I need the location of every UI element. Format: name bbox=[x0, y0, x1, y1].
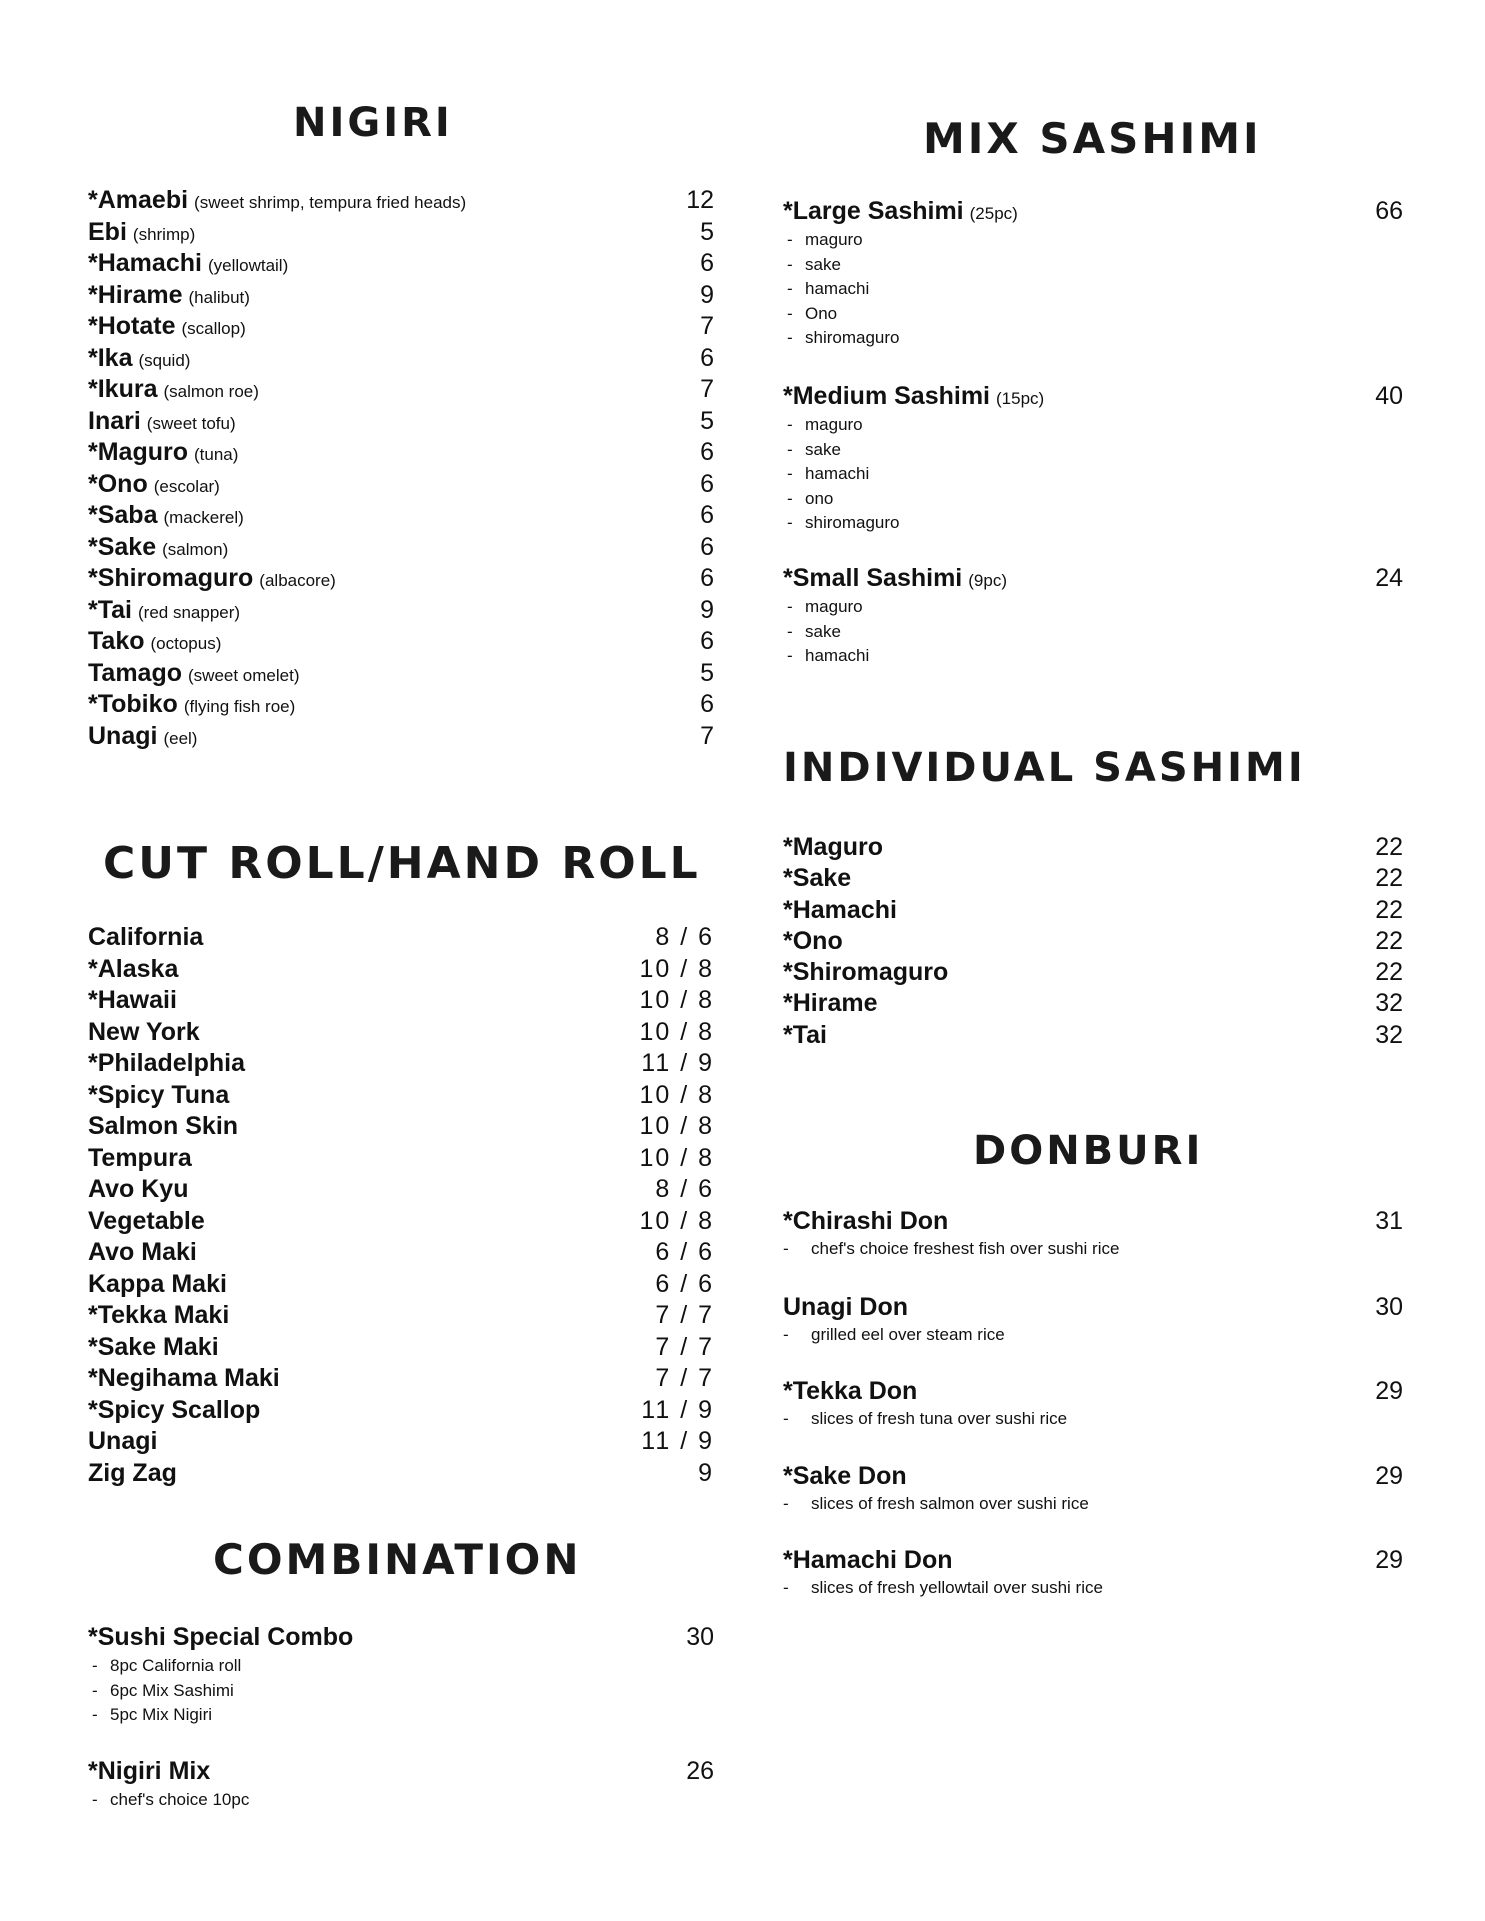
item-price: 10 / 8 bbox=[639, 986, 714, 1014]
cut-roll-title: CUT ROLL/HAND ROLL bbox=[103, 838, 701, 889]
combination-title: COMBINATION bbox=[213, 1535, 582, 1584]
item-price: 12 bbox=[686, 186, 714, 214]
item-price: 6 bbox=[700, 438, 714, 466]
item-desc: (octopus) bbox=[150, 634, 222, 653]
item-note: - slices of fresh salmon over sushi rice bbox=[783, 1494, 1089, 1513]
item-name: *Negihama Maki bbox=[88, 1364, 280, 1392]
item-name: *Sake Don bbox=[783, 1462, 907, 1490]
mix-sashimi-item bbox=[783, 382, 1403, 536]
item-price: 10 / 8 bbox=[639, 954, 714, 983]
list-item bbox=[783, 832, 1403, 863]
item-price: 5 bbox=[700, 217, 714, 246]
list-item bbox=[88, 1363, 714, 1395]
donburi-item bbox=[783, 1207, 1403, 1262]
item-name: *Tekka Don bbox=[783, 1377, 918, 1405]
list-item bbox=[88, 406, 714, 438]
donburi-item bbox=[783, 1377, 1403, 1432]
list-item bbox=[88, 1111, 714, 1143]
item-desc: (red snapper) bbox=[138, 602, 241, 622]
individual-sashimi-list bbox=[783, 832, 1403, 1051]
item-name: Unagi bbox=[88, 1427, 158, 1455]
item-price: 11 / 9 bbox=[641, 1427, 714, 1455]
item-price: 22 bbox=[1375, 833, 1403, 861]
item-price: 9 bbox=[700, 595, 714, 624]
list-item bbox=[88, 311, 714, 343]
sub-item: - hamachi bbox=[787, 646, 870, 665]
list-item bbox=[88, 1206, 714, 1238]
item-name: *Chirashi Don bbox=[783, 1207, 949, 1235]
item-price: 11 / 9 bbox=[641, 1395, 714, 1424]
item-price: 11 / 9 bbox=[641, 1049, 714, 1077]
sub-item: - Ono bbox=[787, 303, 838, 323]
nigiri-title: NIGIRI bbox=[293, 100, 453, 146]
list-item bbox=[783, 957, 1403, 988]
item-price: 22 bbox=[1375, 864, 1403, 893]
item-desc: (albacore) bbox=[259, 571, 336, 590]
item-name: *Small Sashimi bbox=[783, 564, 963, 592]
item-name: *Hamachi Don bbox=[783, 1546, 953, 1574]
item-name: Kappa Maki bbox=[88, 1269, 227, 1298]
item-desc: (15pc) bbox=[996, 389, 1045, 408]
item-desc: (tuna) bbox=[194, 445, 239, 464]
item-desc: (salmon roe) bbox=[163, 382, 259, 401]
item-name: *Hirame bbox=[783, 989, 878, 1018]
item-price: 26 bbox=[686, 1757, 714, 1785]
item-desc: (shrimp) bbox=[132, 224, 196, 244]
item-price: 7 / 7 bbox=[655, 1364, 714, 1392]
item-desc: (eel) bbox=[163, 728, 198, 748]
item-desc: (flying fish roe) bbox=[183, 697, 296, 716]
item-name: Zig Zag bbox=[88, 1458, 177, 1487]
sub-item: - maguro bbox=[787, 415, 863, 434]
item-name: *Tai bbox=[783, 1020, 827, 1049]
sub-item: - 6pc Mix Sashimi bbox=[92, 1680, 234, 1700]
list-item bbox=[88, 437, 714, 469]
list-item bbox=[88, 721, 714, 753]
list-item bbox=[88, 1017, 714, 1049]
list-item bbox=[88, 374, 714, 406]
item-price: 7 / 7 bbox=[655, 1332, 714, 1361]
list-item bbox=[88, 1174, 714, 1206]
cut-roll-list bbox=[88, 922, 714, 1489]
list-item bbox=[783, 1020, 1403, 1051]
list-item bbox=[88, 922, 714, 954]
donburi-item bbox=[783, 1546, 1403, 1601]
item-name: California bbox=[88, 923, 204, 951]
item-name: *Amaebi bbox=[88, 186, 189, 214]
item-name: *Ikura bbox=[88, 375, 158, 403]
item-desc: (9pc) bbox=[968, 571, 1007, 590]
item-price: 6 bbox=[700, 469, 714, 498]
item-price: 6 bbox=[700, 690, 714, 718]
item-price: 30 bbox=[686, 1623, 714, 1651]
item-name: *Hotate bbox=[88, 312, 176, 340]
sub-item: - 8pc California roll bbox=[92, 1656, 242, 1675]
item-name: Inari bbox=[88, 406, 141, 435]
item-price: 66 bbox=[1375, 197, 1403, 225]
mix-sashimi-item bbox=[783, 564, 1403, 669]
list-item bbox=[88, 217, 714, 249]
sub-item: - chef's choice 10pc bbox=[92, 1790, 250, 1809]
item-desc: (yellowtail) bbox=[207, 256, 289, 275]
list-item bbox=[88, 1269, 714, 1301]
item-name: *Spicy Tuna bbox=[88, 1080, 230, 1109]
sub-item: - ono bbox=[787, 488, 834, 508]
item-desc: (halibut) bbox=[188, 287, 250, 307]
item-desc: (salmon) bbox=[162, 539, 229, 559]
list-item bbox=[88, 185, 714, 217]
item-name: Tempura bbox=[88, 1143, 192, 1172]
list-item bbox=[88, 248, 714, 280]
item-name: Avo Maki bbox=[88, 1238, 197, 1266]
combo-item bbox=[88, 1757, 714, 1813]
item-name: *Maguro bbox=[783, 833, 883, 861]
item-name: *Sake bbox=[88, 532, 157, 561]
donburi-item bbox=[783, 1293, 1403, 1348]
item-name: *Sake bbox=[783, 864, 852, 893]
sub-item: - shiromaguro bbox=[787, 513, 900, 532]
item-note: - grilled eel over steam rice bbox=[783, 1325, 1005, 1344]
item-price: 6 bbox=[700, 501, 714, 529]
list-item bbox=[88, 280, 714, 312]
item-name: *Ono bbox=[783, 926, 843, 955]
item-name: *Hawaii bbox=[88, 986, 177, 1014]
item-price: 9 bbox=[698, 1458, 714, 1487]
item-name: Avo Kyu bbox=[88, 1175, 189, 1203]
item-price: 22 bbox=[1375, 895, 1403, 924]
item-name: *Shiromaguro bbox=[88, 564, 254, 592]
item-desc: (sweet tofu) bbox=[146, 413, 236, 433]
item-price: 5 bbox=[700, 406, 714, 435]
item-price: 8 / 6 bbox=[655, 1175, 714, 1203]
item-name: *Sushi Special Combo bbox=[88, 1623, 354, 1651]
sub-item: - sake bbox=[787, 621, 841, 641]
item-name: *Spicy Scallop bbox=[88, 1395, 261, 1424]
item-desc: (25pc) bbox=[969, 204, 1018, 223]
item-price: 40 bbox=[1375, 382, 1403, 410]
item-name: *Tai bbox=[88, 595, 132, 624]
item-price: 6 bbox=[700, 249, 714, 277]
item-desc: (escolar) bbox=[153, 476, 220, 496]
item-name: Unagi bbox=[88, 721, 158, 750]
item-price: 6 bbox=[700, 343, 714, 372]
item-price: 29 bbox=[1375, 1546, 1403, 1574]
item-desc: (scallop) bbox=[181, 319, 246, 338]
item-desc: (sweet shrimp, tempura fried heads) bbox=[194, 193, 467, 212]
item-price: 6 bbox=[700, 627, 714, 655]
item-name: *Large Sashimi bbox=[783, 197, 964, 225]
item-price: 10 / 8 bbox=[639, 1143, 714, 1172]
item-price: 24 bbox=[1375, 564, 1403, 592]
list-item bbox=[88, 1237, 714, 1269]
sub-item: - sake bbox=[787, 439, 841, 459]
combo-item bbox=[88, 1623, 714, 1728]
individual-sashimi-title: INDIVIDUAL SASHIMI bbox=[783, 745, 1306, 791]
item-name: Vegetable bbox=[88, 1206, 205, 1235]
item-name: *Saba bbox=[88, 501, 158, 529]
item-price: 30 bbox=[1375, 1293, 1403, 1321]
item-price: 32 bbox=[1375, 989, 1403, 1018]
item-desc: (mackerel) bbox=[163, 508, 244, 527]
item-price: 6 bbox=[700, 532, 714, 561]
item-name: *Tobiko bbox=[88, 690, 178, 718]
item-price: 10 / 8 bbox=[639, 1080, 714, 1109]
list-item bbox=[88, 1426, 714, 1458]
list-item bbox=[88, 1080, 714, 1112]
item-price: 8 / 6 bbox=[655, 923, 714, 951]
list-item bbox=[783, 895, 1403, 926]
item-name: *Maguro bbox=[88, 438, 188, 466]
list-item bbox=[783, 988, 1403, 1019]
item-price: 7 bbox=[700, 312, 714, 340]
sub-item: - shiromaguro bbox=[787, 328, 900, 347]
mix-sashimi-item bbox=[783, 197, 1403, 351]
sub-item: - maguro bbox=[787, 230, 863, 249]
list-item bbox=[88, 563, 714, 595]
item-name: *Shiromaguro bbox=[783, 958, 949, 987]
list-item bbox=[88, 532, 714, 564]
list-item bbox=[88, 1395, 714, 1427]
nigiri-list bbox=[88, 185, 714, 752]
item-price: 22 bbox=[1375, 958, 1403, 987]
item-price: 31 bbox=[1375, 1207, 1403, 1235]
item-name: Tako bbox=[88, 627, 145, 655]
item-note: - slices of fresh tuna over sushi rice bbox=[783, 1409, 1068, 1428]
item-price: 22 bbox=[1375, 926, 1403, 955]
item-price: 10 / 8 bbox=[639, 1206, 714, 1235]
list-item bbox=[783, 863, 1403, 894]
item-price: 32 bbox=[1375, 1020, 1403, 1049]
donburi-title: DONBURI bbox=[973, 1128, 1204, 1174]
item-name: *Hamachi bbox=[88, 249, 202, 277]
item-price: 10 / 8 bbox=[639, 1112, 714, 1140]
list-item bbox=[88, 500, 714, 532]
item-name: *Medium Sashimi bbox=[783, 382, 990, 410]
item-price: 7 bbox=[700, 721, 714, 750]
item-price: 9 bbox=[700, 280, 714, 309]
list-item bbox=[88, 689, 714, 721]
sub-item: - hamachi bbox=[787, 279, 870, 298]
list-item bbox=[783, 926, 1403, 957]
item-price: 10 / 8 bbox=[639, 1017, 714, 1046]
item-name: Tamago bbox=[88, 658, 182, 687]
list-item bbox=[88, 1332, 714, 1364]
item-name: *Philadelphia bbox=[88, 1049, 245, 1077]
item-desc: (sweet omelet) bbox=[188, 665, 300, 685]
item-price: 5 bbox=[700, 658, 714, 687]
item-name: Unagi Don bbox=[783, 1293, 908, 1321]
list-item bbox=[88, 1048, 714, 1080]
sub-item: - maguro bbox=[787, 597, 863, 616]
item-name: *Alaska bbox=[88, 954, 179, 983]
item-name: *Ono bbox=[88, 469, 148, 498]
item-price: 6 / 6 bbox=[655, 1238, 714, 1266]
list-item bbox=[88, 1458, 714, 1490]
list-item bbox=[88, 985, 714, 1017]
item-price: 6 / 6 bbox=[655, 1269, 714, 1298]
item-desc: (squid) bbox=[138, 350, 191, 370]
item-name: *Tekka Maki bbox=[88, 1301, 230, 1329]
mix-sashimi-title: MIX SASHIMI bbox=[923, 114, 1262, 163]
item-name: *Sake Maki bbox=[88, 1332, 219, 1361]
item-name: *Nigiri Mix bbox=[88, 1757, 211, 1785]
donburi-item bbox=[783, 1462, 1403, 1517]
item-name: *Ika bbox=[88, 343, 133, 372]
item-note: - slices of fresh yellowtail over sushi rice bbox=[783, 1578, 1103, 1597]
item-name: Ebi bbox=[88, 217, 127, 246]
list-item bbox=[88, 469, 714, 501]
item-name: *Hirame bbox=[88, 280, 183, 309]
list-item bbox=[88, 954, 714, 986]
list-item bbox=[88, 343, 714, 375]
item-price: 29 bbox=[1375, 1377, 1403, 1405]
item-name: Salmon Skin bbox=[88, 1112, 239, 1140]
sub-item: - 5pc Mix Nigiri bbox=[92, 1705, 213, 1724]
sub-item: - hamachi bbox=[787, 464, 870, 483]
item-price: 7 bbox=[700, 375, 714, 403]
list-item bbox=[88, 1143, 714, 1175]
list-item bbox=[88, 595, 714, 627]
item-price: 6 bbox=[700, 564, 714, 592]
item-price: 7 / 7 bbox=[655, 1301, 714, 1329]
item-name: *Hamachi bbox=[783, 895, 897, 924]
list-item bbox=[88, 658, 714, 690]
list-item bbox=[88, 626, 714, 658]
item-price: 29 bbox=[1375, 1462, 1403, 1490]
item-name: New York bbox=[88, 1017, 200, 1046]
item-note: - chef's choice freshest fish over sushi rice bbox=[783, 1239, 1120, 1258]
sub-item: - sake bbox=[787, 254, 841, 274]
list-item bbox=[88, 1300, 714, 1332]
